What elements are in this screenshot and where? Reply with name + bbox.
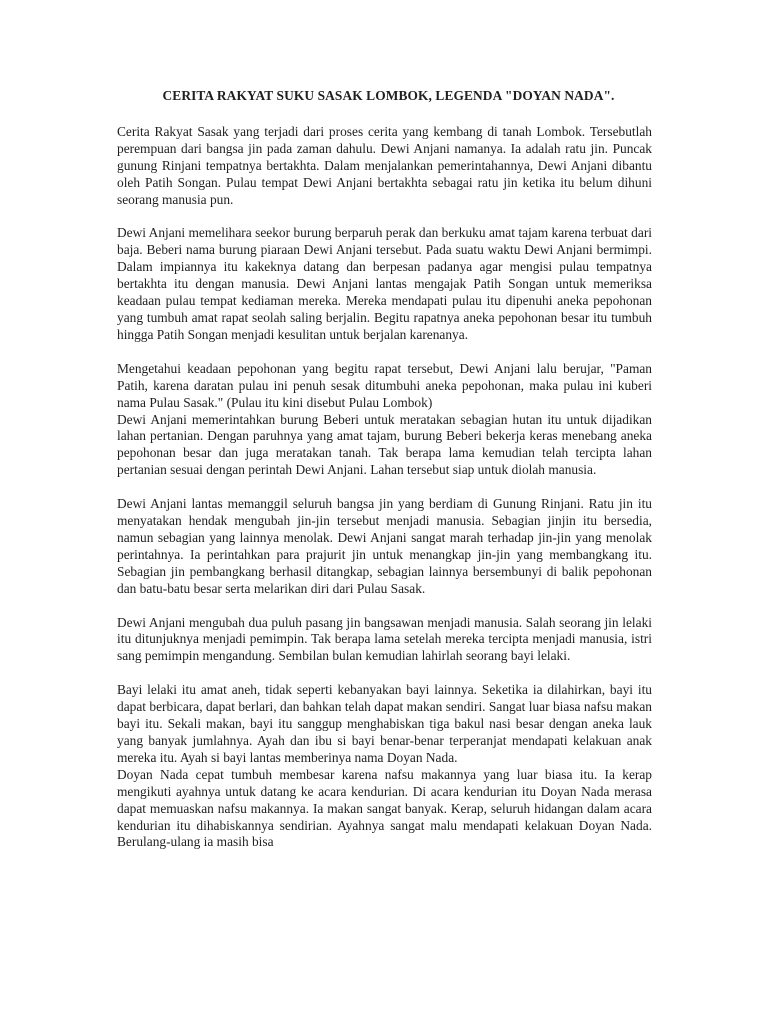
paragraph-spacer xyxy=(117,344,652,361)
paragraph-spacer xyxy=(117,208,652,225)
paragraph-spacer xyxy=(117,479,652,496)
paragraph-strange-baby: Bayi lelaki itu amat aneh, tidak seperti kebanyakan bayi lainnya. Seketika ia dilahirkan, bayi itu dapat berbicara, dapat berlari, dan bahkan telah dapat makan sendiri. Sangat luar biasa nafsu makan bayi itu. Sekali makan, bayi itu sanggup menghabiskan tiga bakul nasi besar dengan aneka lauk yang banyak jumlahnya. Ayah dan ibu si bayi benar-benar terperanjat mendapati kelakuan anak mereka itu. Ayah si bayi lantas memberinya nama Doyan Nada. xyxy=(117,682,652,765)
paragraph-jin-to-human: Dewi Anjani mengubah dua puluh pasang jin bangsawan menjadi manusia. Salah seorang jin lelaki itu ditunjuknya menjadi pemimpin. Tak berapa lama setelah mereka tercipta menjadi manusia, istri sang pemimpin mengandung. Sembilan bulan kemudian lahirlah seorang bayi lelaki. xyxy=(117,614,652,664)
paragraph-spacer xyxy=(117,665,652,682)
paragraph-doyan-nada: Doyan Nada cepat tumbuh membesar karena nafsu makannya yang luar biasa itu. Ia kerap mengikuti ayahnya untuk datang ke acara kendurian. Di acara kendurian itu Doyan Nada merasa dapat memuaskan nafsu makannya. Ia makan sangat banyak. Kerap, seluruh hidangan dalam acara kendurian itu dihabiskannya sendirian. Ayahnya sangat malu mendapati kelakuan Doyan Nada. Berulang-ulang ia masih bisa xyxy=(117,766,652,850)
paragraph-beberi-bird: Dewi Anjani memelihara seekor burung berparuh perak dan berkuku amat tajam karena terbuat dari baja. Beberi nama burung piaraan Dewi Anjani tersebut. Pada suatu waktu Dewi Anjani bermimpi. Dalam impiannya itu kakeknya datang dan berpesan padanya agar mengisi pulau tempatnya bertakhta itu dengan manusia. Dewi Anjani lantas mengajak Patih Songan untuk memeriksa keadaan pulau tempat kediaman mereka. Mereka mendapati pulau itu dipenuhi aneka pepohonan yang tumbuh amat rapat seolah saling berjalin. Begitu rapatnya aneka pepohonan besar itu tumbuh hingga Patih Songan menjadi kesulitan untuk berjalan karenanya. xyxy=(117,225,652,342)
paragraph-spacer xyxy=(117,598,652,615)
document-title: CERITA RAKYAT SUKU SASAK LOMBOK, LEGENDA "DOYAN NADA". xyxy=(162,88,615,103)
paragraph-intro: Cerita Rakyat Sasak yang terjadi dari proses cerita yang kembang di tanah Lombok. Tersebutlah perempuan dari bangsa jin pada zaman dahulu. Dewi Anjani namanya. Ia adalah ratu jin. Puncak gunung Rinjani tempatnya bertakhta. Dalam menjalankan pemerintahannya, Dewi Anjani dibantu oleh Patih Songan. Pulau tempat Dewi Anjani bertakhta sebagai ratu jin ketika itu belum dihuni seorang manusia pun. xyxy=(117,123,652,207)
paragraph-pulau-sasak: Mengetahui keadaan pepohonan yang begitu rapat tersebut, Dewi Anjani lalu berujar, "Paman Patih, karena daratan pulau ini penuh sesak ditumbuhi aneka pepohonan, maka pulau ini kuberi nama Pulau Sasak." (Pulau itu kini disebut Pulau Lombok) xyxy=(117,360,652,410)
paragraph-clearing-forest: Dewi Anjani memerintahkan burung Beberi untuk meratakan sebagian hutan itu untuk dijadikan lahan pertanian. Dengan paruhnya yang amat tajam, burung Beberi bekerja keras menebang aneka pepohonan besar dan juga meratakan tanah. Tak berapa lama kemudian telah tercipta lahan pertanian sesuai dengan perintah Dewi Anjani. Lahan tersebut siap untuk diolah manusia. xyxy=(117,411,652,478)
paragraph-jin-summoned: Dewi Anjani lantas memanggil seluruh bangsa jin yang berdiam di Gunung Rinjani. Ratu jin itu menyatakan hendak mengubah jin-jin tersebut menjadi manusia. Sebagian jinjin itu bersedia, namun sebagian yang lainnya menolak. Dewi Anjani sangat marah terhadap jin-jin yang menolak perintahnya. Ia perintahkan para prajurit jin untuk menangkap jin-jin yang membangkang itu. Sebagian jin pembangkang berhasil ditangkap, sebagian lainnya bersembunyi di balik pepohonan dan batu-batu besar serta melarikan diri dari Pulau Sasak. xyxy=(117,496,652,596)
document-body xyxy=(117,88,652,851)
